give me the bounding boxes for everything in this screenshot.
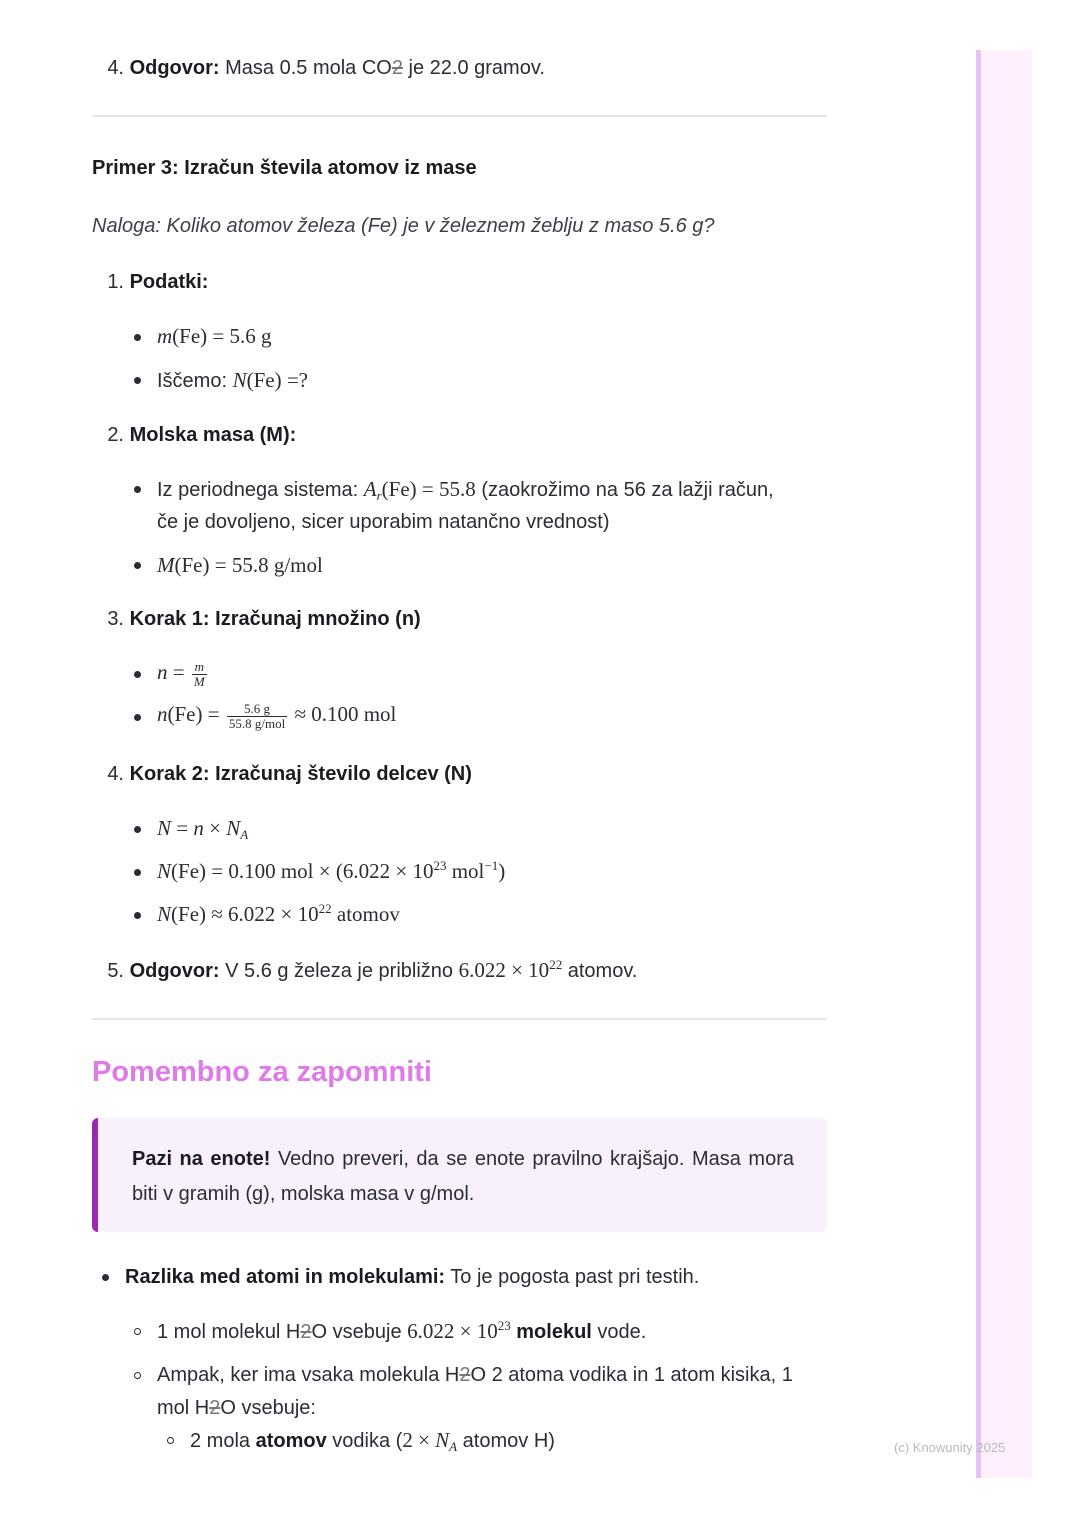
section-heading: Pomembno za zapomniti — [92, 1056, 432, 1088]
molar-mass-value: M(Fe) = 55.8 g/mol — [157, 553, 323, 577]
warning-callout — [92, 1118, 827, 1232]
water-molecules-item: 1 mol molekul H2O vsebuje $6.022 \times 10^{23}$ molekul vode. — [157, 1318, 647, 1343]
step-4-heading: 4. Korak 2: Izračunaj število delcev (N) — [107, 763, 472, 785]
step-2-heading: 2. Molska masa (M): — [107, 424, 297, 446]
bullet-icon — [134, 826, 141, 833]
example-task: Naloga: Koliko atomov železa (Fe) je v železnem žeblju z maso 5.6 g? — [92, 215, 715, 237]
periodic-table-note: Iz periodnega sistema: $A_r(Fe) = 55.8$ (zaokrožimo na 56 za lažji račun, — [157, 477, 774, 503]
bullet-icon — [134, 671, 141, 678]
bullet-icon — [134, 869, 141, 876]
divider — [92, 1018, 827, 1020]
unknown-N: Iščemo: N(Fe) =? — [157, 368, 308, 392]
answer-line-example2: 4. Odgovor: Masa 0.5 mola CO2 je 22.0 gramov. — [107, 57, 545, 79]
step-1-heading: 1. Podatki: — [107, 271, 209, 293]
calc-N-fe: N(Fe) = 0.100 mol × ($6.022 \times 10^{23}$ mol$^{-1}$) — [157, 858, 506, 883]
formula-N: $N = n \times N_A$ — [157, 816, 249, 842]
circle-bullet-icon — [167, 1437, 174, 1444]
formula-n: n = $\frac{m}{M}$ — [157, 659, 205, 689]
step-3-heading: 3. Korak 1: Izračunaj množino (n) — [107, 608, 421, 630]
circle-bullet-icon — [134, 1328, 141, 1335]
step-5-answer: 5. Odgovor: V 5.6 g železa je približno $6.022 \times 10^{22}$ atomov. — [107, 957, 638, 982]
bullet-icon — [134, 486, 141, 493]
bullet-icon — [134, 334, 141, 341]
water-atoms-item: Ampak, ker ima vsaka molekula H2O 2 atoma vodika in 1 atom kisika, 1 — [157, 1364, 793, 1386]
water-atoms-item-line2: mol H2O vsebuje: — [157, 1397, 316, 1419]
bullet-icon — [134, 377, 141, 384]
bullet-icon — [102, 1274, 109, 1281]
bullet-icon — [134, 714, 141, 721]
given-mass: m(Fe) = 5.6 g — [157, 324, 272, 348]
result-N-fe: $N(Fe) \approx 6.022 \times 10^{22}$ atomov — [157, 901, 400, 926]
periodic-table-note-line2: če je dovoljeno, sicer uporabim natančno vrednost) — [157, 511, 610, 533]
bullet-icon — [134, 562, 141, 569]
side-panel-decoration — [976, 50, 1032, 1478]
calc-n-fe: n(Fe) = $\frac{5.6 g}{\text{55.8 g/mol}}$ ≈ 0.100 mol — [157, 701, 397, 731]
bullet-icon — [134, 912, 141, 919]
callout-text: Pazi na enote! Vedno preveri, da se enote pravilno krajšajo. Masa mora biti v gramih (g), molska masa v g/mol. — [132, 1148, 794, 1205]
watermark: (c) Knowunity 2025 — [894, 1440, 1006, 1455]
example-title: Primer 3: Izračun števila atomov iz mase — [92, 157, 477, 179]
hydrogen-atoms-item: 2 mola atomov vodika ($2 \times N_A$ atomov H) — [190, 1428, 555, 1454]
circle-bullet-icon — [134, 1372, 141, 1379]
divider — [92, 115, 827, 117]
atoms-vs-molecules: Razlika med atomi in molekulami: To je pogosta past pri testih. — [125, 1266, 700, 1288]
